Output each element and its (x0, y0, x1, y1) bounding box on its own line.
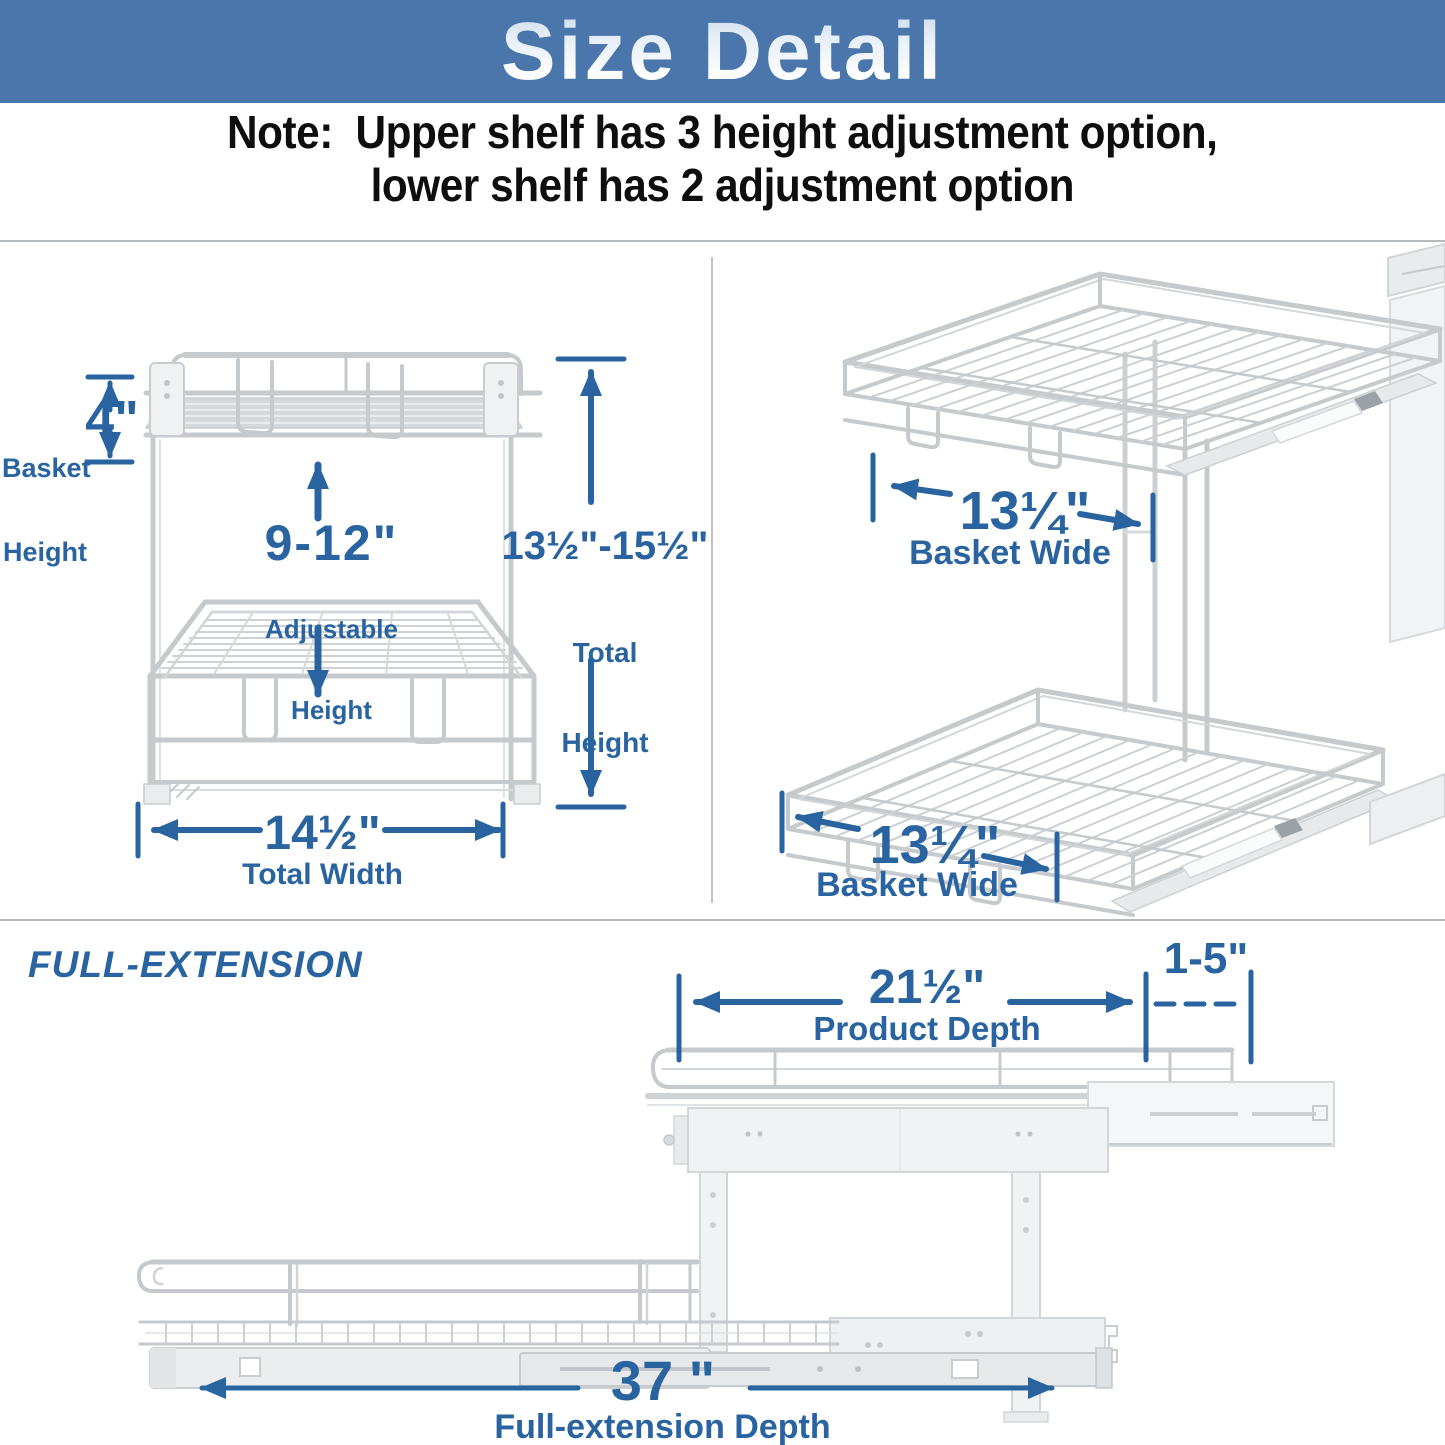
full-extension-depth-value: 37 " (610, 1349, 716, 1412)
adjustable-height-value: 9-12" (264, 515, 399, 571)
full-extension-heading: FULL-EXTENSION (28, 944, 363, 985)
note-line-1: Note: Upper shelf has 3 height adjustment option, (227, 106, 1218, 158)
title-banner (0, 0, 1445, 103)
total-height-value: 13½"-15½" (501, 524, 709, 568)
total-height-label: Total Height (561, 637, 649, 758)
note-block (0, 106, 1445, 212)
basket-height-label: Basket Height (2, 453, 91, 567)
note-line-2: lower shelf has 2 adjustment option (370, 159, 1075, 211)
perspective-view-drawing (712, 242, 1445, 920)
product-depth-value: 21½" (868, 961, 986, 1014)
page-title: Size Detail (500, 5, 945, 97)
product-depth-label: Product Depth (813, 1010, 1041, 1047)
total-width-label: Total Width (242, 858, 403, 891)
upper-basket-wide-value: 13¼" (959, 481, 1091, 541)
full-extension-depth-label: Full-extension Depth (494, 1408, 831, 1445)
lower-basket-wide-label: Basket Wide (816, 866, 1018, 904)
total-width-value: 14½" (264, 807, 381, 860)
lower-basket-wide-value: 13¼" (869, 815, 1001, 875)
cabinet-gap-value: 1-5" (1163, 934, 1249, 983)
upper-basket-wide-label: Basket Wide (909, 534, 1111, 572)
basket-height-value: 4" (85, 391, 139, 449)
adjustable-height-label: Adjustable Height (265, 614, 398, 725)
